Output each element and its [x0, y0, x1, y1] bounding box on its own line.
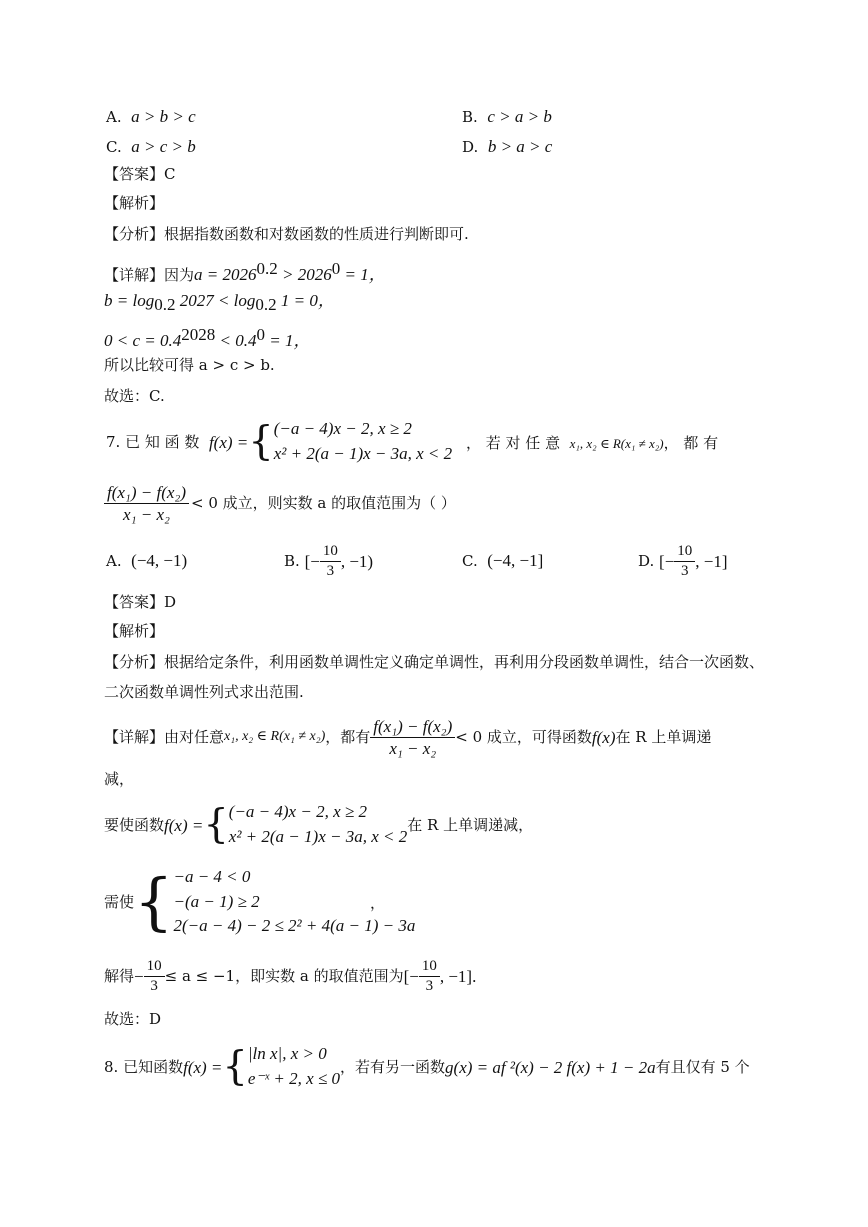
option-a: A. a > b > c	[106, 107, 196, 126]
option-d-text: b > a > c	[487, 137, 553, 156]
q7-piecewise: { (−a − 4)x − 2, x ≥ 2 x² + 2(a − 1)x − 3a, x < 2	[248, 419, 453, 465]
q6-step2: $b = \log_{0.2} 2027 < \log_{0.2} 1 = 0$，	[104, 291, 335, 314]
q6-analysis-heading: 【解析】	[104, 194, 165, 212]
option-b-text: c > a > b	[487, 107, 552, 126]
q7-option-b: B. [− $\frac{10}{3}$ , −1)	[284, 542, 374, 579]
q7-fenxi-2: 二次函数单调性列式求出范围.	[104, 683, 304, 701]
option-b: B. c > a > b	[462, 107, 552, 126]
q6-step4: 所以比较可得 a > c > b.	[104, 356, 275, 374]
q6-choose: 故选：C.	[104, 387, 165, 405]
q7-option-a: A. (−4, −1)	[106, 551, 188, 570]
option-c-text: a > c > b	[131, 137, 196, 156]
q7-stem-mid: ， 若 对 任 意 x₁, x₂ ∈ R(x₁ ≠ x₂)， 都 有	[466, 434, 719, 452]
q6-fenxi: 【分析】根据指数函数和对数函数的性质进行判断即可.	[104, 225, 469, 243]
q8-stem: 8. 已知函数 f(x) = { |ln x|, x > 0 e⁻ˣ + 2, x ≤ 0 ，若有另一函数 g(x) = af ²(x) − 2 f(x) + 1 − 2a 有且仅有 5 个	[104, 1044, 750, 1090]
q7-solve: 解得 − $\frac{10}{3}$ ≤ a ≤ −1，即实数 a 的取值范围为 [− $\frac{10}{3}$ , −1].	[104, 957, 477, 994]
q7-detail: 【详解】由对任意 x₁, x₂ ∈ R(x₁ ≠ x₂) ，都有 $\frac{\text{f(x₁) − f(x₂)}}{\text{x₁ − x₂}}$ < 0 成立，可得函数 f(x) 在 R 上单调递	[104, 716, 712, 758]
option-d: D. b > a > c	[462, 137, 553, 156]
q6-answer: 【答案】C	[104, 165, 176, 183]
q7-system: 需使 { −a − 4 < 0 −(a − 1) ≥ 2 2(−a − 4) − 2 ≤ 2² + 4(a − 1) − 3a	[104, 865, 416, 939]
option-a-text: a > b > c	[131, 107, 196, 126]
q7-detail-cont: 减，	[104, 770, 135, 788]
q7-option-d: D. [− $\frac{10}{3}$ , −1]	[638, 542, 728, 579]
q7-choose: 故选：D	[104, 1010, 162, 1028]
q7-stem: 7. 已 知 函 数 f(x) = { (−a − 4)x − 2, x ≥ 2 x² + 2(a − 1)x − 3a, x < 2	[106, 419, 453, 465]
q7-option-c: C. (−4, −1]	[462, 551, 544, 570]
q7-frac: $\frac{\text{f(x₁) − f(x₂)}}{\text{x₁ − x₂}}$	[104, 484, 189, 523]
q6-step1: 【详解】因为$a = 2026^{0.2} > 2026^0 = 1$，	[104, 259, 386, 284]
q7-yao: 要使函数 f(x) = { (−a − 4)x − 2, x ≥ 2 x² + 2(a − 1)x − 3a, x < 2 在 R 上单调递减，	[104, 802, 534, 848]
q7-analysis-heading: 【解析】	[104, 622, 165, 640]
option-c: C. a > c > b	[106, 137, 196, 156]
q6-step3: $0 < c = 0.4^{2028} < 0.4^0 = 1$，	[104, 325, 311, 350]
q7-condition: $\frac{\text{f(x₁) − f(x₂)}}{\text{x₁ − x₂}}$ < 0 成立，则实数 a 的取值范围为（ ）	[104, 480, 456, 526]
q7-system-tail: ，	[370, 894, 386, 912]
q7-answer: 【答案】D	[104, 593, 177, 611]
q7-fenxi-1: 【分析】根据给定条件，利用函数单调性定义确定单调性，再利用分段函数单调性，结合一次函数、	[104, 653, 765, 671]
